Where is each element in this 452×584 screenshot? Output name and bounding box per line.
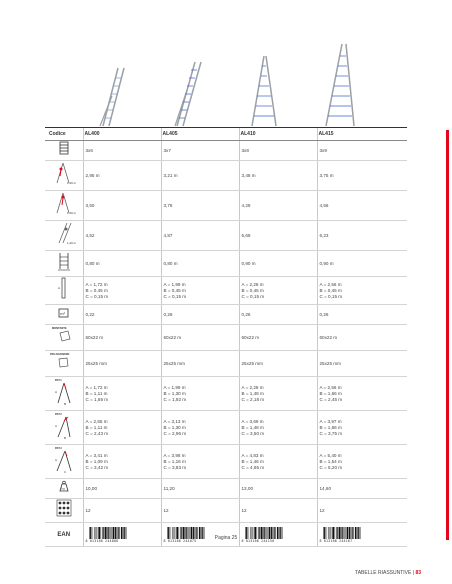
cell-line: 12	[85, 507, 91, 513]
model-header: AL410	[239, 128, 317, 141]
cell-line: 3x8	[241, 147, 249, 153]
table-cell	[161, 277, 239, 305]
cell-line: 60x22 m	[319, 334, 338, 340]
cell-line: C = 5,20 m	[319, 464, 343, 470]
svg-text:A: A	[54, 390, 57, 394]
table-cell	[239, 221, 317, 251]
cell-line: B = 1,11 m	[85, 390, 108, 396]
table-cell	[83, 277, 161, 305]
table-cell	[317, 479, 407, 499]
table-header-row	[45, 128, 407, 141]
upright-profile-icon	[45, 325, 83, 351]
ladder-image-al410	[248, 54, 280, 126]
table-cell	[161, 445, 239, 479]
cell-line: B = 1,54 m	[319, 458, 342, 464]
cell-line: 12	[163, 507, 169, 513]
table-cell	[83, 161, 161, 191]
table-cell	[317, 191, 407, 221]
cell-line: C = 3,83 m	[163, 464, 187, 470]
footer-page: 83	[415, 570, 421, 576]
base-width-icon	[45, 251, 83, 277]
table-cell	[239, 445, 317, 479]
accent-bar	[446, 130, 449, 540]
svg-text:kg: kg	[61, 486, 65, 491]
cell-line: 0,90 m	[319, 260, 334, 266]
table-row	[45, 305, 407, 325]
table-cell	[83, 411, 161, 445]
cell-line: 3,21 m	[163, 172, 178, 178]
table-cell	[317, 221, 407, 251]
table-cell	[317, 141, 407, 161]
cell-line: B = 1,48 m	[241, 424, 264, 430]
cell-line: 3x7	[163, 147, 171, 153]
table-row	[45, 411, 407, 445]
table-cell	[161, 479, 239, 499]
table-cell	[239, 411, 317, 445]
ladder-mode-b-icon	[45, 411, 83, 445]
cell-line: 0,26	[241, 311, 251, 317]
cell-line: 5,69	[241, 232, 251, 238]
cell-line: B = 0,45 m	[85, 287, 108, 293]
cell-line: C = 3,75 m	[319, 430, 343, 436]
ladder-mode-c-icon	[45, 445, 83, 479]
cell-line: 4,56	[319, 202, 329, 208]
cell-line: C = 1,65 m	[85, 396, 109, 402]
cell-line: 10,00	[85, 485, 97, 491]
page-number: Pagina 25	[214, 535, 238, 541]
table-cell	[161, 221, 239, 251]
table-cell	[83, 499, 161, 523]
cell-line: C = 0,15 m	[163, 293, 187, 299]
rungs-count-icon	[45, 141, 83, 161]
cell-line: C = 3,50 m	[241, 430, 265, 436]
model-header: AL405	[161, 128, 239, 141]
cell-line: 0,26	[163, 311, 173, 317]
cell-line: 0,80 m	[163, 260, 178, 266]
table-row	[45, 377, 407, 411]
cell-line: 60x22 m	[163, 334, 182, 340]
cell-line: 4,29	[241, 202, 251, 208]
product-images	[88, 40, 406, 126]
table-cell	[161, 305, 239, 325]
svg-text:1,20 m: 1,20 m	[66, 211, 76, 215]
table-row	[45, 191, 407, 221]
cell-line: A = 3,13 m	[163, 418, 186, 424]
cell-line: C = 2,96 m	[163, 430, 187, 436]
ladder-image-al415	[322, 42, 358, 126]
cell-line: 11,20	[163, 485, 175, 491]
table-row	[45, 479, 407, 499]
table-cell	[239, 161, 317, 191]
table-cell	[161, 411, 239, 445]
table-cell	[317, 499, 407, 523]
cell-line: C = 0,15 m	[319, 293, 343, 299]
cell-line: A = 3,69 m	[241, 418, 264, 424]
table-cell	[83, 251, 161, 277]
cell-line: 3,76	[163, 202, 173, 208]
table-cell	[239, 141, 317, 161]
cell-line: B = 1,11 m	[85, 424, 108, 430]
cell-line: B = 1,16 m	[163, 458, 186, 464]
table-cell	[239, 479, 317, 499]
table-cell	[161, 251, 239, 277]
svg-text:PIOLO/GRADINO: PIOLO/GRADINO	[49, 353, 70, 356]
table-cell	[317, 377, 407, 411]
cell-line: A = 1,72 m	[85, 281, 108, 287]
cell-line: 12	[319, 507, 325, 513]
cell-line: B = 1,66 m	[319, 390, 342, 396]
cell-line: B = 1,46 m	[241, 458, 264, 464]
footer: TABELLE RIASSUNTIVE | 83	[355, 570, 421, 576]
weight-icon	[45, 479, 83, 499]
table-cell	[83, 479, 161, 499]
cell-line: 25x25 mm	[85, 360, 107, 366]
ean-label: EAN	[45, 523, 83, 547]
ladder-image-al400	[98, 66, 128, 126]
cell-line: C = 4,65 m	[241, 464, 265, 470]
cell-line: 6,23	[319, 232, 329, 238]
cell-line: A = 1,99 m	[163, 281, 186, 287]
table-cell	[317, 325, 407, 351]
cell-line: A = 4,83 m	[241, 452, 264, 458]
closed-dimensions-icon	[45, 277, 83, 305]
table-cell	[239, 499, 317, 523]
cell-line: A = 1,99 m	[163, 384, 186, 390]
table-cell	[83, 141, 161, 161]
cell-line: B = 1,30 m	[163, 424, 186, 430]
table-cell	[83, 351, 161, 377]
cell-line: 25x25 mm	[319, 360, 341, 366]
cell-line: B = 0,45 m	[241, 287, 264, 293]
svg-text:B: B	[63, 402, 66, 405]
table-row	[45, 445, 407, 479]
svg-text:A: A	[54, 424, 57, 428]
svg-text:PAT.3: PAT.3	[54, 447, 62, 450]
cell-line: C = 2,45 m	[319, 396, 343, 402]
table-row	[45, 221, 407, 251]
cell-line: 14,60	[319, 485, 331, 491]
table-cell	[239, 277, 317, 305]
table-cell	[317, 161, 407, 191]
table-cell	[239, 305, 317, 325]
cell-line: 60x22 m	[85, 334, 104, 340]
cell-line: 3,50	[85, 202, 95, 208]
model-header: AL415	[317, 128, 407, 141]
ladder-image-al405	[173, 60, 203, 126]
table-cell	[83, 191, 161, 221]
cell-line: A = 3,97 m	[319, 418, 342, 424]
cell-line: 12	[241, 507, 247, 513]
cell-line: 3,75 m	[319, 172, 334, 178]
svg-text:B: B	[63, 436, 66, 439]
table-cell	[239, 325, 317, 351]
cell-line: 0,80 m	[85, 260, 100, 266]
cell-line: 4,87	[163, 232, 173, 238]
svg-text:C: C	[63, 470, 66, 473]
table-cell	[317, 305, 407, 325]
ladder-combined-height-icon	[45, 191, 83, 221]
ean-number: 8 013166 244075	[163, 538, 197, 543]
svg-text:MONTANTE: MONTANTE	[51, 327, 67, 330]
table-cell	[161, 351, 239, 377]
cell-line: 0,26	[319, 311, 329, 317]
svg-text:A: A	[54, 458, 57, 462]
ladder-mode-a-icon	[45, 377, 83, 411]
table-row	[45, 277, 407, 305]
table-cell	[161, 191, 239, 221]
cell-line: 25x25 mm	[163, 360, 185, 366]
cell-line: A = 2,56 m	[319, 281, 342, 287]
svg-text:PAT.1: PAT.1	[54, 379, 62, 382]
cell-line: B = 1,48 m	[241, 390, 264, 396]
table-cell	[83, 305, 161, 325]
cell-line: B = 0,45 m	[319, 287, 342, 293]
cell-line: A = 2,28 m	[241, 281, 264, 287]
ladder-open-height-icon	[45, 161, 83, 191]
footer-section: TABELLE RIASSUNTIVE	[355, 570, 412, 576]
cell-line: 3,48 m	[241, 172, 256, 178]
cell-line: 4,52	[85, 232, 95, 238]
table-cell	[161, 161, 239, 191]
table-cell	[239, 191, 317, 221]
cell-line: B = 1,66 m	[319, 424, 342, 430]
spec-table	[45, 127, 407, 547]
cell-line: C = 2,18 m	[241, 396, 265, 402]
ean-number: 8 013166 244150	[241, 538, 275, 543]
svg-text:1,20 m: 1,20 m	[66, 181, 76, 185]
table-row	[45, 499, 407, 523]
svg-text:A: A	[57, 286, 60, 290]
cell-line: C = 1,92 m	[163, 396, 187, 402]
table-cell	[239, 251, 317, 277]
ladder-extended-height-icon	[45, 221, 83, 251]
codice-header: Codice	[45, 128, 83, 141]
cell-line: 13,00	[241, 485, 253, 491]
table-cell	[83, 377, 161, 411]
ean-number: 8 013166 244167	[319, 538, 353, 543]
cell-line: B = 0,45 m	[163, 287, 186, 293]
cell-line: A = 3,41 m	[85, 452, 108, 458]
table-cell	[161, 377, 239, 411]
ean-number: 8 013166 244808	[85, 538, 119, 543]
cell-line: A = 2,56 m	[319, 384, 342, 390]
cell-line: 0,22	[85, 311, 95, 317]
cell-line: C = 0,15 m	[85, 293, 109, 299]
cell-line: 60x22 m	[241, 334, 260, 340]
table-cell	[317, 411, 407, 445]
table-row	[45, 351, 407, 377]
table-cell	[83, 221, 161, 251]
cell-line: 3x9	[319, 147, 327, 153]
svg-text:m³: m³	[59, 310, 65, 316]
table-row	[45, 251, 407, 277]
volume-icon	[45, 305, 83, 325]
cell-line: 25x25 mm	[241, 360, 263, 366]
rung-profile-icon	[45, 351, 83, 377]
cell-line: A = 1,72 m	[85, 384, 108, 390]
table-row	[45, 325, 407, 351]
cell-line: B = 1,09 m	[85, 458, 108, 464]
table-cell	[317, 351, 407, 377]
table-row	[45, 161, 407, 191]
table-cell	[83, 445, 161, 479]
cell-line: A = 2,28 m	[241, 384, 264, 390]
table-cell	[239, 351, 317, 377]
cell-line: 0,90 m	[241, 260, 256, 266]
table-row	[45, 141, 407, 161]
table-cell	[317, 445, 407, 479]
cell-line: C = 2,43 m	[85, 430, 109, 436]
table-cell	[161, 499, 239, 523]
cell-line: 3x6	[85, 147, 93, 153]
cell-line: A = 2,55 m	[85, 418, 108, 424]
table-cell	[161, 325, 239, 351]
cell-line: A = 5,40 m	[319, 452, 342, 458]
svg-text:1,20 m: 1,20 m	[66, 241, 76, 245]
cell-line: 2,95 m	[85, 172, 100, 178]
cell-line: C = 0,15 m	[241, 293, 265, 299]
table-cell	[83, 325, 161, 351]
table-cell	[161, 141, 239, 161]
cell-line: A = 3,98 m	[163, 452, 186, 458]
cell-line: B = 1,30 m	[163, 390, 186, 396]
pallet-quantity-icon	[45, 499, 83, 523]
model-header: AL400	[83, 128, 161, 141]
table-cell	[317, 251, 407, 277]
table-cell	[317, 277, 407, 305]
table-cell	[239, 377, 317, 411]
svg-text:PAT.2: PAT.2	[54, 413, 62, 416]
cell-line: C = 3,42 m	[85, 464, 109, 470]
